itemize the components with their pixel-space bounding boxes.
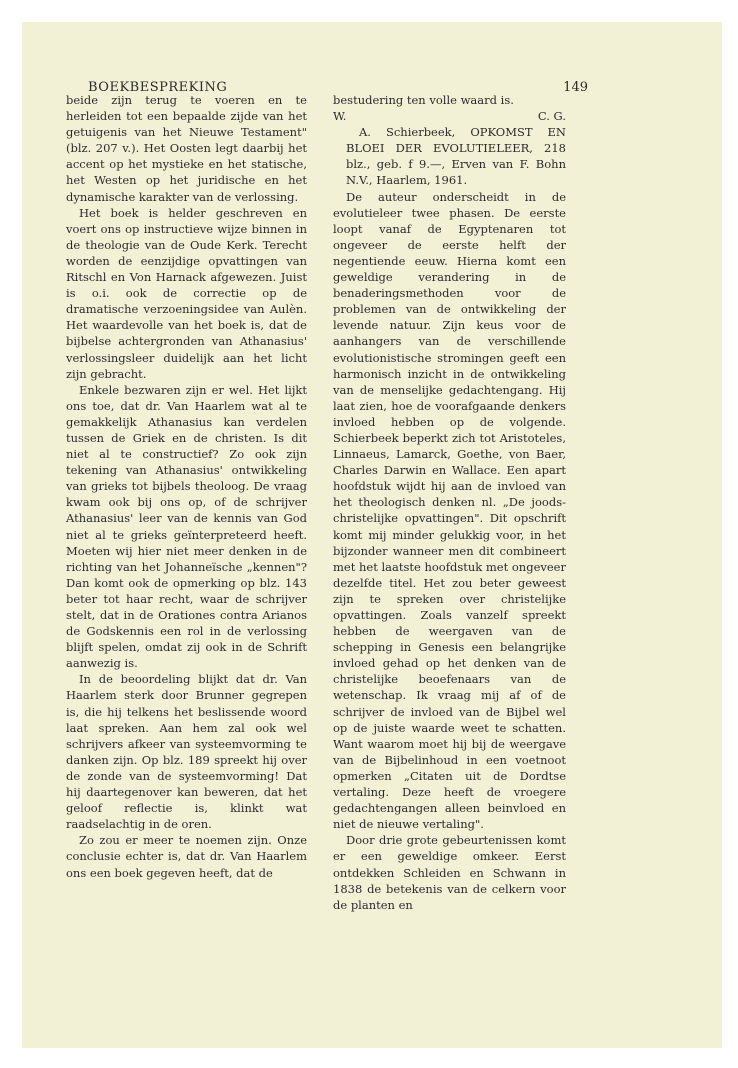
review-signature	[333, 108, 566, 124]
left-paragraph-3: Enkele bezwaren zijn er wel. Het lijkt ons toe, dat dr. Van Haarlem wat al te gemakkelijk Athanasius kan verdelen tussen de Griek en de christen. Is dit niet al te constructief? Zo ook zijn tekening van Athanasius' ontwikkeling van grieks tot bijbels theoloog. De vraag kwam ook bij ons op, of de schrijver Athanasius' leer van de kennis van God niet al te grieks geïnterpreteerd heeft. Moeten wij hier niet meer denken in de richting van het Johanneïsche „kennen"? Dan komt ook de opmerking op blz. 143 beter tot haar recht, waar de schrijver stelt, dat in de Orationes contra Arianos de Godskennis een rol in de verlossing blijft spelen, omdat zij ook in de Schrift aanwezig is.	[66, 382, 307, 671]
running-title: BOEKBESPREKING	[88, 80, 228, 95]
left-paragraph-4: In de beoordeling blijkt dat dr. Van Haarlem sterk door Brunner gegrepen is, die hij telkens het beslissende woord laat spreken. Aan hem zal ook wel schrijvers afkeer van systeemvorming te danken zijn. Op blz. 189 spreekt hij over de zonde van de systeemvorming! Dat hij daartegenover kan beweren, dat het geloof reflectie is, klinkt wat raadselachtig in de oren.	[66, 672, 307, 832]
page-number: 149	[563, 80, 588, 95]
signature-left: W.	[333, 109, 347, 124]
right-opening-line: bestudering ten volle waard is.	[333, 93, 514, 107]
left-paragraph-1: beide zijn terug te voeren en te herleiden tot een bepaalde zijde van het getuigenis van het Nieuwe Testament" (blz. 207 v.). Het Oosten legt daarbij het accent op het mystieke en het statische, het Westen op het juridische en het dynamische karakter van de verlossing.	[66, 93, 307, 204]
left-paragraph-2: Het boek is helder geschreven en voert ons op instructieve wijze binnen in de theologie van de Oude Kerk. Terecht worden de eenzijdige opvattingen van Ritschl en Von Harnack afgewezen. Juist is o.i. ook de correctie op de dramatische verzoeningsidee van Aulèn. Het waardevolle van het boek is, dat de bijbelse achtergronden van Athanasius' verlossingsleer duidelijk aan het licht zijn gebracht.	[66, 205, 307, 381]
right-paragraph-2: Door drie grote gebeurtenissen komt er een geweldige omkeer. Eerst ontdekken Schleiden en Schwann in 1838 de betekenis van de celkern voor de planten en	[333, 833, 566, 912]
signature-right: C. G.	[537, 109, 566, 124]
book-entry: A. Schierbeek, OPKOMST EN BLOEI DER EVOLUTIELEER, 218 blz., geb. f 9.—, Erven van F. Bohn N.V., Haarlem, 1961.	[346, 125, 566, 188]
left-paragraph-5: Zo zou er meer te noemen zijn. Onze conclusie echter is, dat dr. Van Haarlem ons een boek gegeven heeft, dat de	[66, 833, 307, 880]
right-column	[333, 92, 566, 913]
left-column	[66, 92, 307, 881]
right-paragraph-1: De auteur onderscheidt in de evolutieleer twee phasen. De eerste loopt vanaf de Egyptenaren tot ongeveer de eerste helft der negentiende eeuw. Hierna komt een geweldige verandering in de benaderingsmethoden voor de problemen van de ontwikkeling der levende natuur. Zijn keus voor de aanhangers van de verschillende evolutionistische stromingen geeft een harmonisch inzicht in de ontwikkeling van de menselijke gedachtengang. Hij laat zien, hoe de voorafgaande denkers invloed hebben op de volgende. Schierbeek beperkt zich tot Aristoteles, Linnaeus, Lamarck, Goethe, von Baer, Charles Darwin en Wallace. Een apart hoofdstuk wijdt hij aan de invloed van het theologisch denken nl. „De joods-christelijke opvattingen". Dit opschrift komt mij minder gelukkig voor, in het bijzonder wanneer men dit combineert met het laatste hoofdstuk met ongeveer dezelfde titel. Het zou beter geweest zijn te spreken over christelijke opvattingen. Zoals vanzelf spreekt hebben de weergaven van de schepping in Genesis een belangrijke invloed gehad op het denken van de christelijke beoefenaars van de wetenschap. Ik vraag mij af of de schrijver de invloed van de Bijbel wel op de juiste waarde weet te schatten. Want waarom moet hij bij de weergave van de Bijbelinhoud in een voetnoot opmerken „Citaten uit de Dordtse vertaling. Deze heeft de vroegere gedachtengangen alleen beinvloed en niet de nieuwe vertaling".	[333, 189, 566, 832]
